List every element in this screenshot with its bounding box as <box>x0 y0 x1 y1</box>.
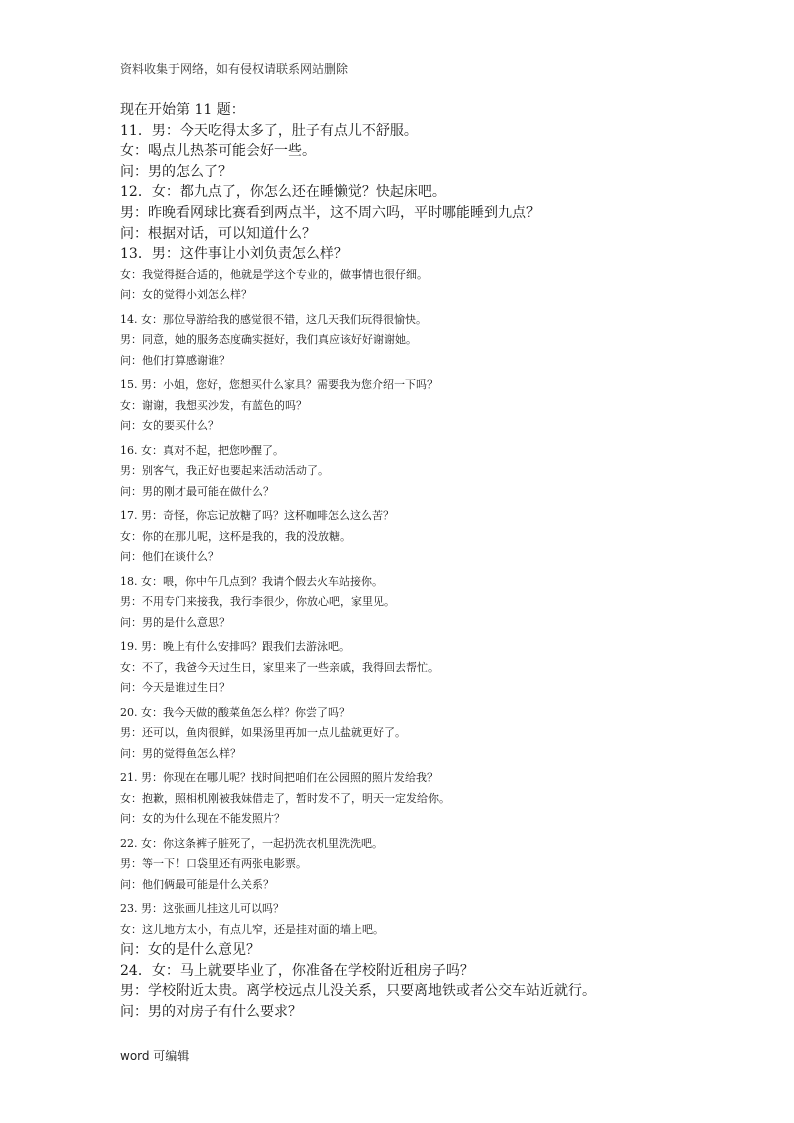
text-line: 男：还可以，鱼肉很鲜，如果汤里再加一点儿盐就更好了。 <box>120 726 406 740</box>
text-line: 男：等一下！口袋里还有两张电影票。 <box>120 857 307 871</box>
text-line: 问：他们打算感谢谁？ <box>120 353 230 367</box>
text-line: 11．男：今天吃得太多了，肚子有点儿不舒服。 <box>120 122 418 139</box>
text-line: 13．男：这件事让小刘负责怎么样？ <box>120 246 348 263</box>
text-line: 问：女的觉得小刘怎么样？ <box>120 288 252 302</box>
text-line: 15. 男：小姐，您好，您想买什么家具？需要我为您介绍一下吗？ <box>120 378 438 392</box>
text-line: 女：你的在那儿呢，这杯是我的，我的没放糖。 <box>120 529 351 543</box>
text-line: 男：学校附近太贵。离学校远点儿没关系，只要离地铁或者公交车站近就行。 <box>120 983 596 1000</box>
text-line: 21. 男：你现在在哪儿呢？找时间把咱们在公园照的照片发给我？ <box>120 771 438 785</box>
text-line: 22. 女：你这条裤子脏死了，一起扔洗衣机里洗洗吧。 <box>120 836 383 850</box>
text-line: 16. 女：真对不起，把您吵醒了。 <box>120 443 284 457</box>
text-line: 问：女的要买什么？ <box>120 419 219 433</box>
text-line: 问：今天是谁过生日？ <box>120 681 230 695</box>
text-line: 20. 女：我今天做的酸菜鱼怎么样？你尝了吗？ <box>120 705 350 719</box>
text-line: 男：别客气，我正好也要起来活动活动了。 <box>120 464 329 478</box>
text-line: 女：谢谢，我想买沙发，有蓝色的吗？ <box>120 398 307 412</box>
text-line: 17. 男：奇怪，你忘记放糖了吗？这杯咖啡怎么这么苦？ <box>120 509 394 523</box>
text-line: 男：不用专门来接我，我行李很少，你放心吧，家里见。 <box>120 595 395 609</box>
text-line: 女：喝点儿热茶可能会好一些。 <box>120 143 316 160</box>
text-line: 12．女：都九点了，你怎么还在睡懒觉？快起床吧。 <box>120 184 446 201</box>
text-line: 19. 男：晚上有什么安排吗？跟我们去游泳吧。 <box>120 640 350 654</box>
text-line: 女：不了，我爸今天过生日，家里来了一些亲戚，我得回去帮忙。 <box>120 660 439 674</box>
text-line: 24．女：马上就要毕业了，你准备在学校附近租房子吗？ <box>120 962 474 979</box>
text-line: 女：这儿地方太小，有点儿窄，还是挂对面的墙上吧。 <box>120 922 384 936</box>
text-line: 14. 女：那位导游给我的感觉很不错，这几天我们玩得很愉快。 <box>120 312 427 326</box>
text-line: 问：男的刚才最可能在做什么？ <box>120 484 274 498</box>
text-line: 女：我觉得挺合适的，他就是学这个专业的，做事情也很仔细。 <box>120 267 428 281</box>
text-line: 问：根据对话，可以知道什么？ <box>120 225 316 242</box>
document-body <box>120 100 680 1023</box>
text-line: 女：抱歉，照相机刚被我妹借走了，暂时发不了，明天一定发给你。 <box>120 791 450 805</box>
text-line: 问：男的觉得鱼怎么样？ <box>120 746 241 760</box>
text-line: 问：男的是什么意思？ <box>120 615 230 629</box>
text-line: 男：同意，她的服务态度确实挺好，我们真应该好好谢谢她。 <box>120 333 417 347</box>
text-line: 问：女的是什么意见？ <box>120 942 260 959</box>
page-header: 资料收集于网络，如有侵权请联系网站删除 <box>120 62 349 76</box>
text-line: 问：他们在谈什么？ <box>120 550 219 564</box>
text-line: 23. 男：这张画儿挂这儿可以吗？ <box>120 902 284 916</box>
text-line: 问：他们俩最可能是什么关系？ <box>120 877 274 891</box>
text-line: 问：男的对房子有什么要求？ <box>120 1004 302 1021</box>
text-line: 男：昨晚看网球比赛看到两点半，这不周六吗，平时哪能睡到九点？ <box>120 204 540 221</box>
text-line: 18. 女：喂，你中午几点到？我请个假去火车站接你。 <box>120 574 383 588</box>
page-footer: word 可编辑 <box>120 1049 190 1063</box>
text-line: 问：女的为什么现在不能发照片？ <box>120 812 285 826</box>
text-line: 问：男的怎么了？ <box>120 163 232 180</box>
text-line: 现在开始第 11 题： <box>120 102 245 118</box>
